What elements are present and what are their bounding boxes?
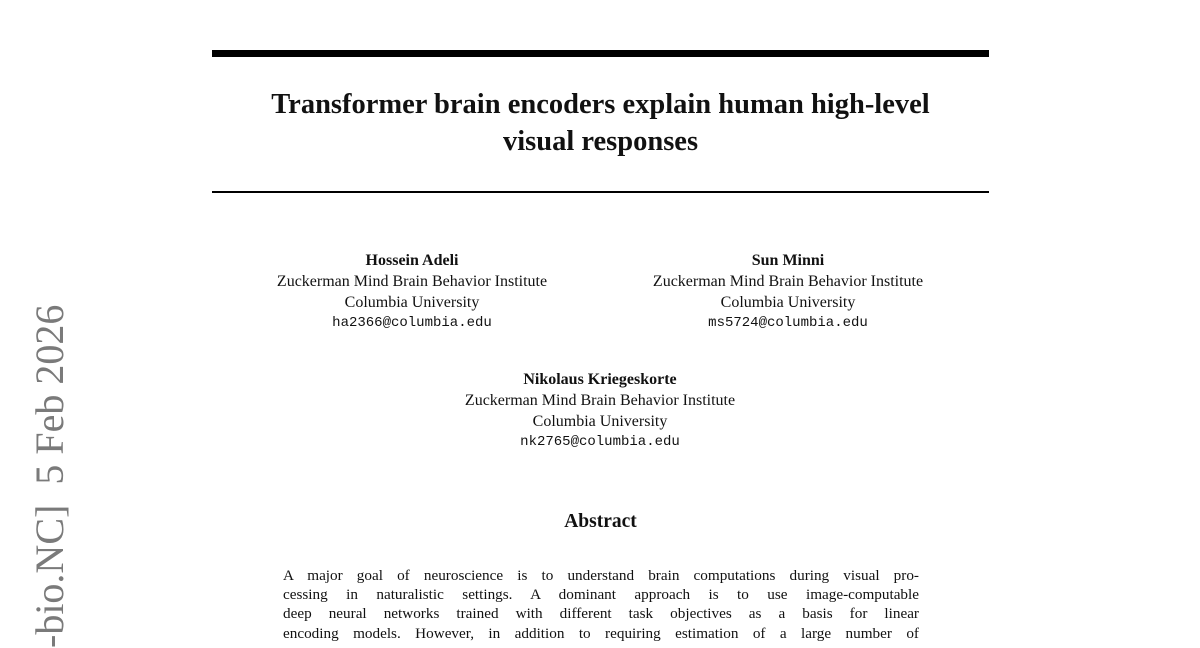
paper-title: [212, 86, 989, 160]
author-block: [578, 250, 998, 334]
author-affiliation: Zuckerman Mind Brain Behavior Institute: [464, 392, 736, 409]
abstract-heading: Abstract: [564, 511, 637, 532]
author-university: Columbia University: [532, 413, 668, 430]
author-university: Columbia University: [720, 294, 856, 311]
author-affiliation: Zuckerman Mind Brain Behavior Institute: [652, 273, 924, 290]
author-block: [202, 250, 622, 334]
author-block: [390, 369, 810, 453]
author-email[interactable]: ha2366@columbia.edu: [332, 315, 492, 331]
abstract-line: deep neural networks trained with different task objectives as a basis for linear: [283, 605, 919, 623]
title-line-2: visual responses: [502, 126, 699, 157]
title-line-1: Transformer brain encoders explain human high-level: [271, 89, 930, 120]
arxiv-side-stamp: -bio.NC] 5 Feb 2026: [27, 304, 72, 648]
abstract-line: cessing in naturalistic settings. A dominant approach is to use image-computable: [283, 586, 919, 604]
title-rule: [212, 191, 989, 193]
author-email[interactable]: nk2765@columbia.edu: [520, 434, 680, 450]
author-affiliation: Zuckerman Mind Brain Behavior Institute: [276, 273, 548, 290]
author-name: Hossein Adeli: [365, 252, 459, 269]
author-name: Sun Minni: [751, 252, 825, 269]
abstract-line: encoding models. However, in addition to requiring estimation of a large number of: [283, 624, 919, 642]
abstract-body: [283, 566, 919, 643]
author-name: Nikolaus Kriegeskorte: [523, 371, 677, 388]
author-email[interactable]: ms5724@columbia.edu: [708, 315, 868, 331]
author-university: Columbia University: [344, 294, 480, 311]
abstract-line: A major goal of neuroscience is to understand brain computations during visual pro-: [283, 567, 919, 584]
top-rule: [212, 50, 989, 57]
